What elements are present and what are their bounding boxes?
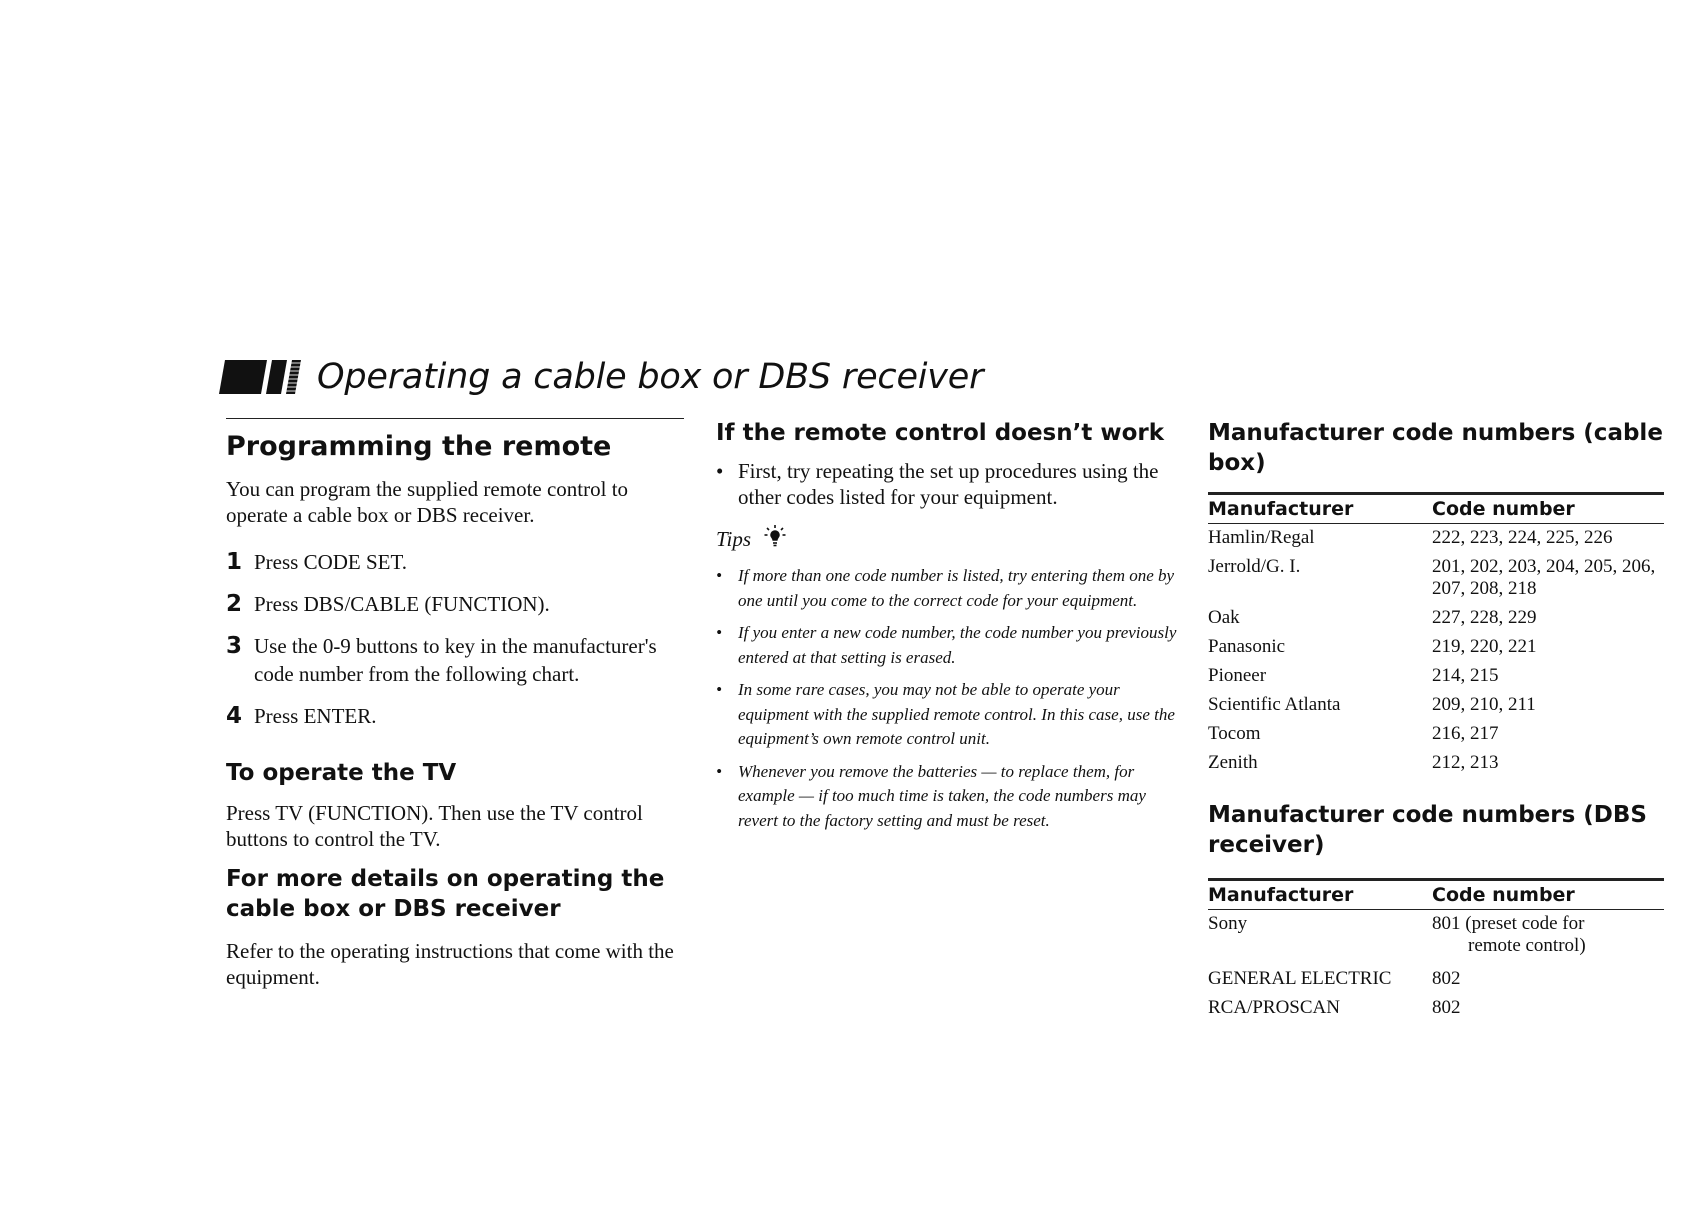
manufacturer-cell: Zenith bbox=[1208, 752, 1258, 773]
manufacturer-cell: Panasonic bbox=[1208, 636, 1286, 657]
table-row bbox=[1208, 553, 1664, 604]
manufacturer-column-header: Manufacturer bbox=[1208, 494, 1432, 524]
table-row bbox=[1208, 994, 1664, 1023]
code-cell: 802 bbox=[1432, 968, 1461, 989]
manufacturer-cell: RCA/PROSCAN bbox=[1208, 997, 1340, 1018]
troubleshoot-heading: If the remote control doesn’t work bbox=[716, 420, 1165, 446]
step-number: 1 bbox=[226, 549, 243, 575]
step-item bbox=[226, 632, 684, 688]
tip-text: If more than one code number is listed, try entering them one by one until you come to the correct code for your equipment. bbox=[738, 566, 1175, 610]
table-row bbox=[1208, 524, 1664, 554]
table-row bbox=[1208, 749, 1664, 778]
code-note: (preset code for bbox=[1465, 913, 1585, 934]
manufacturer-cell: Tocom bbox=[1208, 723, 1261, 744]
cable-codes-heading: Manufacturer code numbers (cable box) bbox=[1208, 420, 1663, 476]
steps-list bbox=[226, 548, 684, 730]
table-row bbox=[1208, 633, 1664, 662]
cable-codes-table bbox=[1208, 492, 1664, 778]
code-column-header: Code number bbox=[1432, 880, 1664, 910]
step-item bbox=[226, 702, 684, 730]
manufacturer-column-header: Manufacturer bbox=[1208, 880, 1432, 910]
code-cell: 212, 213 bbox=[1432, 752, 1499, 773]
section-marker-icon bbox=[222, 360, 303, 394]
code-note-continued: remote control) bbox=[1468, 935, 1586, 956]
step-number: 2 bbox=[226, 591, 243, 617]
manufacturer-cell: Scientific Atlanta bbox=[1208, 694, 1341, 715]
manufacturer-cell: Sony bbox=[1208, 913, 1248, 934]
step-text: Press DBS/CABLE (FUNCTION). bbox=[254, 592, 550, 616]
code-cell: 222, 223, 224, 225, 226 bbox=[1432, 527, 1613, 548]
table-row bbox=[1208, 691, 1664, 720]
code-column-header: Code number bbox=[1432, 494, 1664, 524]
table-row bbox=[1208, 910, 1664, 966]
manufacturer-cell: Jerrold/G. I. bbox=[1208, 556, 1301, 577]
step-item bbox=[226, 590, 684, 618]
operate-tv-text: Press TV (FUNCTION). Then use the TV control buttons to control the TV. bbox=[226, 801, 643, 851]
bullet-icon: • bbox=[716, 761, 722, 781]
table-header-row bbox=[1208, 494, 1664, 524]
lightbulb-icon bbox=[763, 524, 787, 554]
dbs-codes-table bbox=[1208, 878, 1664, 1023]
code-cell: 219, 220, 221 bbox=[1432, 636, 1537, 657]
more-details-heading: For more details on operating the cable box or DBS receiver bbox=[226, 866, 665, 922]
section-rule bbox=[226, 418, 684, 419]
code-cell: 227, 228, 229 bbox=[1432, 607, 1537, 628]
manufacturer-cell: Hamlin/Regal bbox=[1208, 527, 1315, 548]
step-text: Press CODE SET. bbox=[254, 550, 408, 574]
code-cell bbox=[1432, 910, 1664, 966]
bullet-icon: • bbox=[716, 623, 722, 642]
bullet-icon: • bbox=[716, 459, 724, 483]
manufacturer-cell: Pioneer bbox=[1208, 665, 1267, 686]
step-text: Use the 0-9 buttons to key in the manufacturer's code number from the following chart. bbox=[254, 634, 657, 686]
table-row bbox=[1208, 720, 1664, 749]
table-row bbox=[1208, 604, 1664, 633]
step-item bbox=[226, 548, 684, 576]
title-row bbox=[222, 352, 983, 402]
code-cell: 214, 215 bbox=[1432, 665, 1499, 686]
tip-text: In some rare cases, you may not be able to operate your equipment with the supplied remote control. In this case, use the equipment’s own remote control unit. bbox=[738, 680, 1175, 748]
tips-heading bbox=[716, 524, 1182, 554]
tip-item bbox=[716, 678, 1182, 752]
programming-heading: Programming the remote bbox=[226, 431, 612, 462]
dbs-codes-heading: Manufacturer code numbers (DBS receiver) bbox=[1208, 802, 1647, 858]
list-item bbox=[716, 458, 1182, 510]
code-value: 801 bbox=[1432, 913, 1461, 934]
tip-text: If you enter a new code number, the code number you previously entered at that setting is erased. bbox=[738, 623, 1177, 667]
table-header-row bbox=[1208, 880, 1664, 910]
step-number: 3 bbox=[226, 633, 243, 659]
step-number: 4 bbox=[226, 703, 243, 729]
tip-item bbox=[716, 564, 1182, 613]
tips-list bbox=[716, 564, 1182, 833]
more-details-text: Refer to the operating instructions that come with the equipment. bbox=[226, 939, 674, 989]
code-cell: 216, 217 bbox=[1432, 723, 1499, 744]
troubleshoot-column bbox=[716, 418, 1182, 841]
troubleshoot-bullet: First, try repeating the set up procedures using the other codes listed for your equipment. bbox=[738, 459, 1159, 509]
operate-tv-heading: To operate the TV bbox=[226, 760, 457, 786]
page-title: Operating a cable box or DBS receiver bbox=[317, 357, 984, 397]
code-cell: 802 bbox=[1432, 997, 1461, 1018]
tip-item bbox=[716, 760, 1182, 834]
tip-item bbox=[716, 621, 1182, 670]
tips-label: Tips bbox=[716, 526, 752, 551]
table-row bbox=[1208, 965, 1664, 994]
step-text: Press ENTER. bbox=[254, 704, 377, 728]
code-cell: 201, 202, 203, 204, 205, 206, 207, 208, 218 bbox=[1432, 556, 1656, 599]
manufacturer-cell: GENERAL ELECTRIC bbox=[1208, 968, 1392, 989]
table-row bbox=[1208, 662, 1664, 691]
codes-column bbox=[1208, 418, 1664, 1023]
manufacturer-cell: Oak bbox=[1208, 607, 1240, 628]
programming-column bbox=[226, 418, 684, 990]
troubleshoot-list bbox=[716, 458, 1182, 510]
tip-text: Whenever you remove the batteries — to replace them, for example — if too much time is taken, the code numbers may revert to the factory setting and must be reset. bbox=[738, 761, 1146, 830]
code-cell: 209, 210, 211 bbox=[1432, 694, 1536, 715]
bullet-icon: • bbox=[716, 680, 722, 699]
programming-intro: You can program the supplied remote control to operate a cable box or DBS receiver. bbox=[226, 477, 629, 527]
bullet-icon: • bbox=[716, 566, 722, 585]
